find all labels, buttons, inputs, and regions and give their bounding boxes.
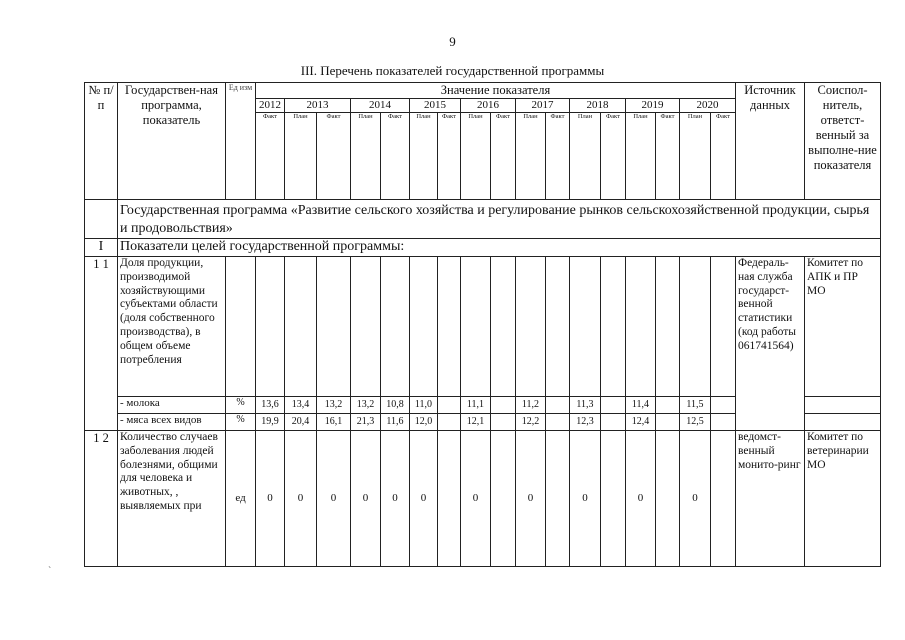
value-cell (656, 256, 680, 396)
value-cell (546, 396, 570, 413)
value-cell (656, 396, 680, 413)
value-cell: 0 (461, 430, 491, 566)
value-cell (491, 256, 516, 396)
section-num: I (85, 239, 118, 257)
value-cell (381, 256, 410, 396)
value-cell (438, 256, 461, 396)
header-executor: Соиспол-нитель, ответст-венный за выполне-ние показателя (805, 83, 881, 200)
stray-mark: ` (48, 566, 52, 577)
value-cell (680, 256, 711, 396)
value-cell: 12,3 (570, 413, 601, 430)
header-unit: Ед изм (226, 83, 256, 200)
value-cell (601, 256, 626, 396)
value-cell: 0 (285, 430, 317, 566)
subheader-cell: Факт (491, 113, 516, 200)
value-cell: 11,2 (516, 396, 546, 413)
value-cell: 13,6 (256, 396, 285, 413)
header-source: Источник данных (736, 83, 805, 200)
value-cell (438, 413, 461, 430)
value-cell: 11,3 (570, 396, 601, 413)
subheader-cell: Факт (711, 113, 736, 200)
value-cell: 13,4 (285, 396, 317, 413)
value-cell (711, 396, 736, 413)
indicator-label: Количество случаев заболевания людей болезнями, общими для человека и животных, , выявляемых при (118, 430, 226, 566)
value-cell: 16,1 (317, 413, 351, 430)
year-header: 2020 (680, 99, 736, 113)
value-cell: 11,4 (626, 396, 656, 413)
value-cell (491, 413, 516, 430)
year-header: 2016 (461, 99, 516, 113)
value-cell (546, 256, 570, 396)
subheader-cell: Факт (438, 113, 461, 200)
value-cell (656, 413, 680, 430)
value-cell: 12,0 (410, 413, 438, 430)
header-value: Значение показателя (256, 83, 736, 99)
value-cell: 20,4 (285, 413, 317, 430)
value-cell (516, 256, 546, 396)
year-header: 2014 (351, 99, 410, 113)
page-title: III. Перечень показателей государственной программы (300, 63, 605, 78)
year-header: 2017 (516, 99, 570, 113)
value-cell (711, 256, 736, 396)
executor-cell (805, 396, 881, 413)
indicator-label: Доля продукции, производимой хозяйствующими субъектами области (доля собственного производства), в общем объеме потребления (118, 256, 226, 396)
value-cell: 11,6 (381, 413, 410, 430)
value-cell: 0 (256, 430, 285, 566)
value-cell (256, 256, 285, 396)
row-number: 1 2 (85, 430, 118, 566)
value-cell: 10,8 (381, 396, 410, 413)
subheader-cell: Факт (601, 113, 626, 200)
value-cell: 0 (317, 430, 351, 566)
subheader-cell: План (461, 113, 491, 200)
subheader-cell: Факт (546, 113, 570, 200)
value-cell (491, 430, 516, 566)
section-title: Показатели целей государственной программы: (118, 239, 881, 257)
value-cell (410, 256, 438, 396)
subheader-cell: План (680, 113, 711, 200)
value-cell: 12,5 (680, 413, 711, 430)
value-cell (711, 413, 736, 430)
program-num (85, 200, 118, 239)
value-cell: 13,2 (317, 396, 351, 413)
subheader-cell: План (285, 113, 317, 200)
value-cell: 11,1 (461, 396, 491, 413)
program-title: Государственная программа «Развитие сельского хозяйства и регулирование рынков сельскохозяйственной продукции, сырья и продовольствия» (118, 200, 881, 239)
value-cell: 12,2 (516, 413, 546, 430)
value-cell: 0 (680, 430, 711, 566)
subrow-label: - молока (118, 396, 226, 413)
value-cell: 0 (626, 430, 656, 566)
value-cell (601, 430, 626, 566)
indicator-row (85, 256, 881, 396)
subheader-cell: Факт (656, 113, 680, 200)
executor-cell: Комитет по ветеринарии МО (805, 430, 881, 566)
year-header: 2018 (570, 99, 626, 113)
value-cell (317, 256, 351, 396)
unit-cell: ед (226, 430, 256, 566)
value-cell (461, 256, 491, 396)
indicator-row (85, 430, 881, 566)
year-header: 2013 (285, 99, 351, 113)
section-row (85, 239, 881, 257)
subheader-cell: Факт (256, 113, 285, 200)
header-num: № п/п (85, 83, 118, 200)
subheader-cell: План (626, 113, 656, 200)
value-cell (491, 396, 516, 413)
year-header: 2012 (256, 99, 285, 113)
value-cell (570, 256, 601, 396)
unit-cell: % (226, 413, 256, 430)
value-cell (438, 396, 461, 413)
value-cell (285, 256, 317, 396)
value-cell: 21,3 (351, 413, 381, 430)
value-cell: 0 (410, 430, 438, 566)
program-row (85, 200, 881, 239)
subheader-cell: План (351, 113, 381, 200)
header-row (85, 83, 881, 99)
value-cell (626, 256, 656, 396)
value-cell: 19,9 (256, 413, 285, 430)
value-cell (711, 430, 736, 566)
year-header: 2019 (626, 99, 680, 113)
row-number: 1 1 (85, 256, 118, 430)
value-cell (601, 413, 626, 430)
value-cell: 0 (351, 430, 381, 566)
value-cell: 11,5 (680, 396, 711, 413)
subheader-cell: Факт (317, 113, 351, 200)
source-cell: ведомст-венный монито-ринг (736, 430, 805, 566)
value-cell (656, 430, 680, 566)
unit-cell: % (226, 396, 256, 413)
unit-cell (226, 256, 256, 396)
subrow-label: - мяса всех видов (118, 413, 226, 430)
value-cell (546, 413, 570, 430)
year-header: 2015 (410, 99, 461, 113)
value-cell: 0 (570, 430, 601, 566)
executor-cell: Комитет по АПК и ПР МО (805, 256, 881, 396)
source-cell: Федераль-ная служба государст-венной статистики (код работы 061741564) (736, 256, 805, 430)
value-cell: 11,0 (410, 396, 438, 413)
header-program: Государствен-ная программа, показатель (118, 83, 226, 200)
value-cell: 12,1 (461, 413, 491, 430)
value-cell (351, 256, 381, 396)
executor-cell (805, 413, 881, 430)
value-cell: 0 (516, 430, 546, 566)
subheader-cell: План (410, 113, 438, 200)
value-cell (546, 430, 570, 566)
value-cell (438, 430, 461, 566)
indicators-table (84, 82, 881, 567)
subheader-cell: План (516, 113, 546, 200)
value-cell (601, 396, 626, 413)
value-cell: 0 (381, 430, 410, 566)
value-cell: 12,4 (626, 413, 656, 430)
value-cell: 13,2 (351, 396, 381, 413)
subheader-cell: План (570, 113, 601, 200)
page-number: 9 (449, 34, 456, 49)
subheader-cell: Факт (381, 113, 410, 200)
